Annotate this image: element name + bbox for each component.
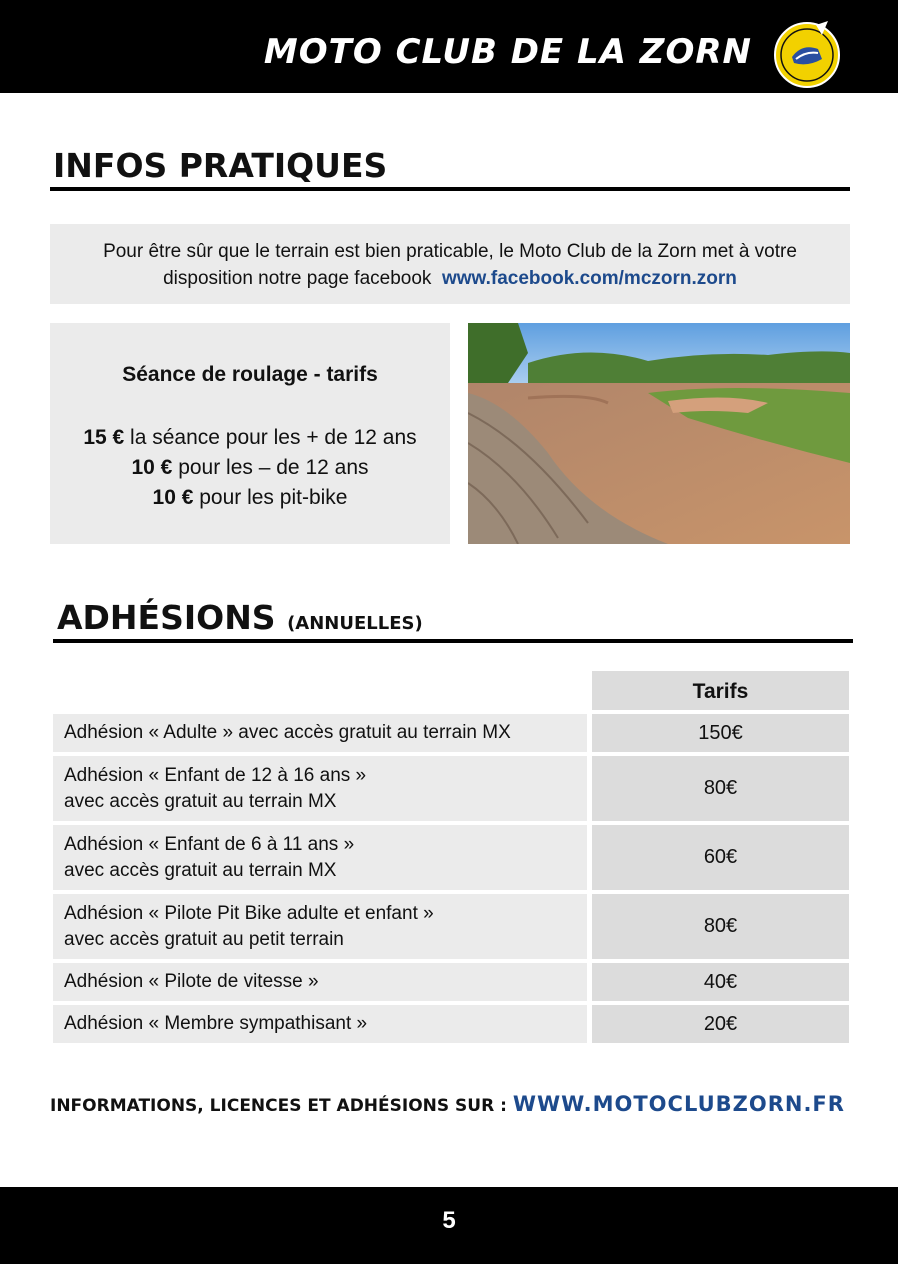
adhesion-label: Adhésion « Membre sympathisant » <box>53 1005 587 1043</box>
adhesions-subtitle: (ANNUELLES) <box>287 613 423 634</box>
adhesions-title-text: ADHÉSIONS <box>57 598 276 637</box>
facebook-link[interactable]: www.facebook.com/mczorn.zorn <box>441 268 737 289</box>
table-row <box>53 963 849 1001</box>
header-bar <box>0 0 898 93</box>
table-row <box>53 756 849 821</box>
tarif-line: 15 € la séance pour les + de 12 ans <box>83 426 417 449</box>
adhesion-price: 80€ <box>592 894 849 959</box>
footer-info-label: INFORMATIONS, LICENCES ET ADHÉSIONS SUR : <box>50 1096 507 1116</box>
footer-bar <box>0 1187 898 1264</box>
table-row <box>53 825 849 890</box>
adhesion-price: 20€ <box>592 1005 849 1043</box>
info-text: disposition notre page facebook <box>163 268 432 289</box>
adhesion-price: 150€ <box>592 714 849 752</box>
club-title: MOTO CLUB DE LA ZORN <box>263 32 752 72</box>
table-row <box>53 894 849 959</box>
info-text-line1: Pour être sûr que le terrain est bien praticable, le Moto Club de la Zorn met à votre <box>103 241 797 262</box>
adhesions-title <box>57 598 423 637</box>
page-number: 5 <box>442 1207 456 1234</box>
adhesion-price: 60€ <box>592 825 849 890</box>
tarifs-box <box>50 323 450 544</box>
section-divider <box>53 639 853 643</box>
motocross-track-photo <box>468 323 850 544</box>
adhesion-label: Adhésion « Adulte » avec accès gratuit au terrain MX <box>53 714 587 752</box>
adhesion-label: Adhésion « Enfant de 6 à 11 ans » avec accès gratuit au terrain MX <box>53 825 587 890</box>
adhesion-price: 80€ <box>592 756 849 821</box>
adhesion-label: Adhésion « Enfant de 12 à 16 ans » avec accès gratuit au terrain MX <box>53 756 587 821</box>
tarif-line: 10 € pour les pit-bike <box>152 486 348 509</box>
adhesion-price: 40€ <box>592 963 849 1001</box>
footer-info <box>50 1092 855 1116</box>
adhesion-label: Adhésion « Pilote Pit Bike adulte et enfant » avec accès gratuit au petit terrain <box>53 894 587 959</box>
tarif-line: 10 € pour les – de 12 ans <box>131 456 369 479</box>
infos-title: INFOS PRATIQUES <box>53 146 388 185</box>
section-divider <box>50 187 850 191</box>
website-link[interactable]: WWW.MOTOCLUBZORN.FR <box>512 1092 845 1116</box>
info-text-line2 <box>50 265 850 292</box>
table-row <box>53 1005 849 1043</box>
facebook-info-box <box>50 224 850 304</box>
adhesion-label: Adhésion « Pilote de vitesse » <box>53 963 587 1001</box>
tarifs-title: Séance de roulage - tarifs <box>122 363 378 386</box>
club-logo-icon <box>772 19 842 89</box>
tarifs-column-header: Tarifs <box>592 671 849 710</box>
tarifs-list <box>50 423 450 513</box>
table-row <box>53 714 849 752</box>
